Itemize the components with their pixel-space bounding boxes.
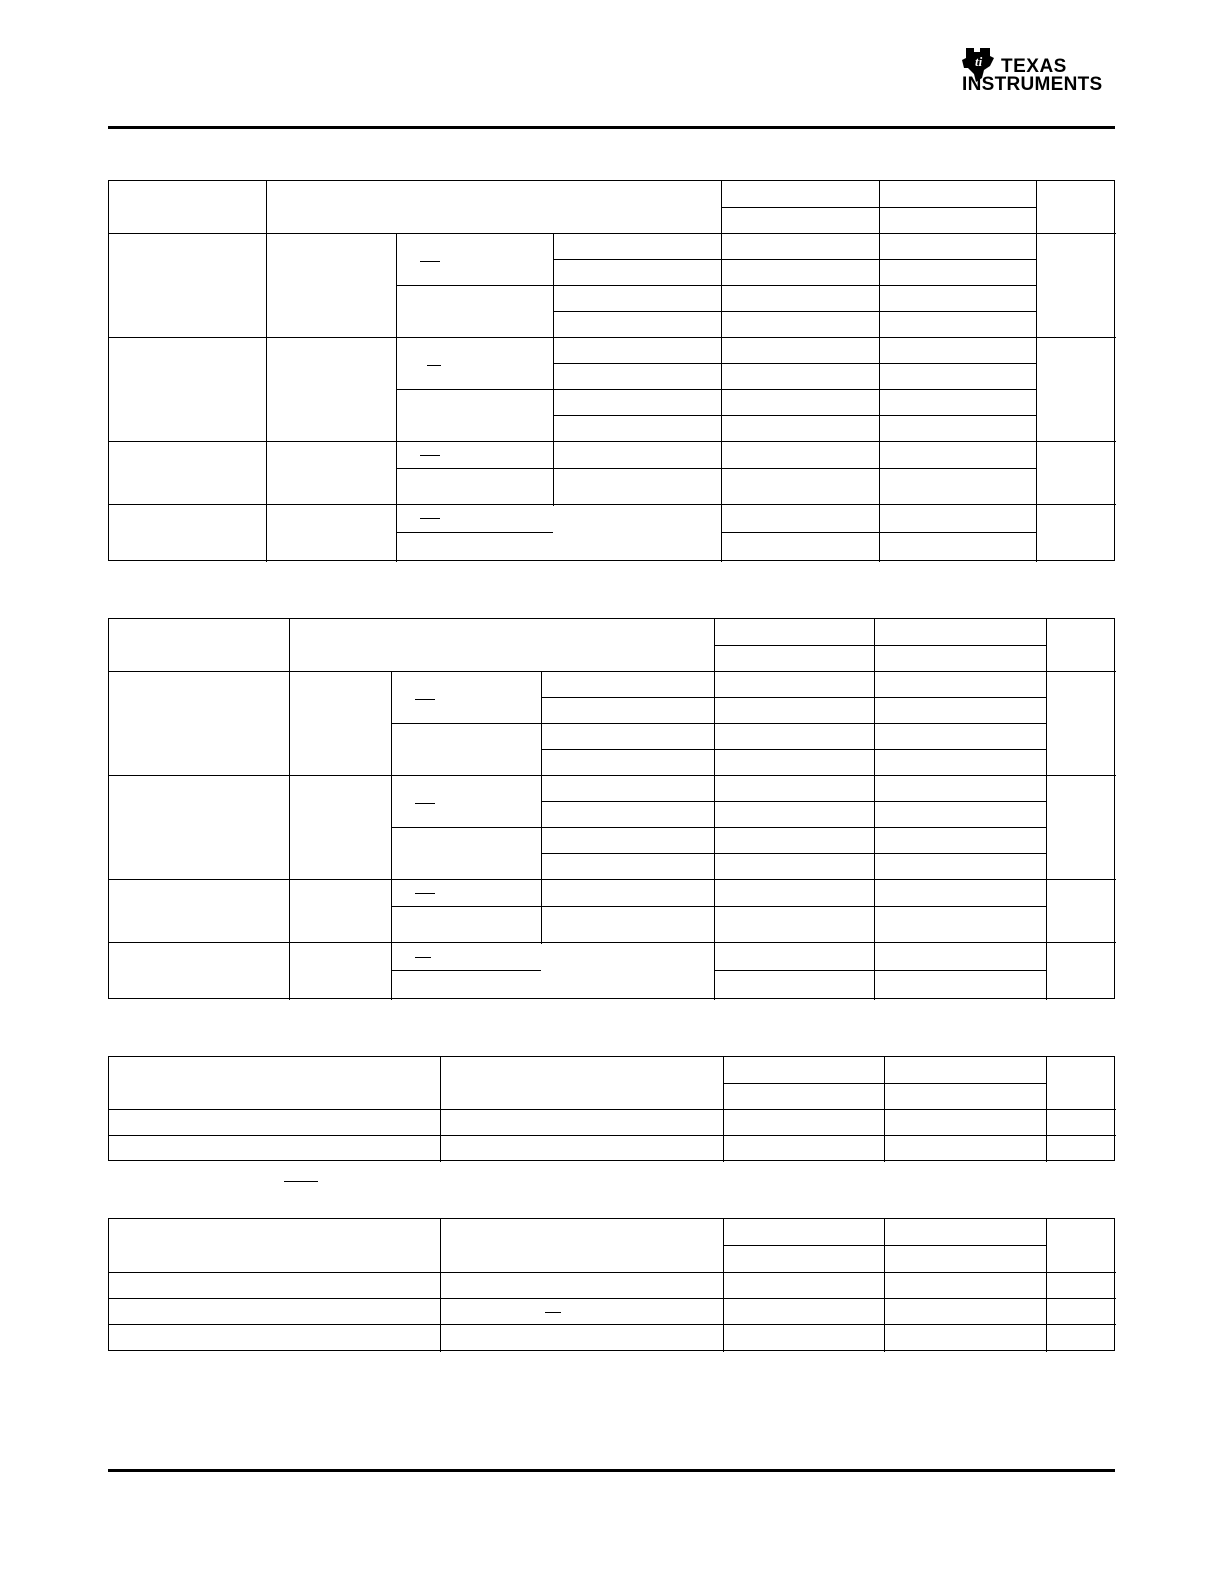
table-3	[108, 1056, 1115, 1161]
company-line2: INSTRUMENTS	[962, 74, 1103, 95]
table-2	[108, 618, 1115, 999]
note-overbar	[284, 1181, 318, 1182]
ti-logo	[960, 46, 1110, 98]
company-line1: TEXAS	[1001, 56, 1067, 77]
footer-rule	[108, 1469, 1115, 1472]
table-4	[108, 1218, 1115, 1351]
svg-text:ti: ti	[975, 54, 983, 69]
header-rule	[108, 126, 1115, 129]
table-1	[108, 180, 1115, 561]
